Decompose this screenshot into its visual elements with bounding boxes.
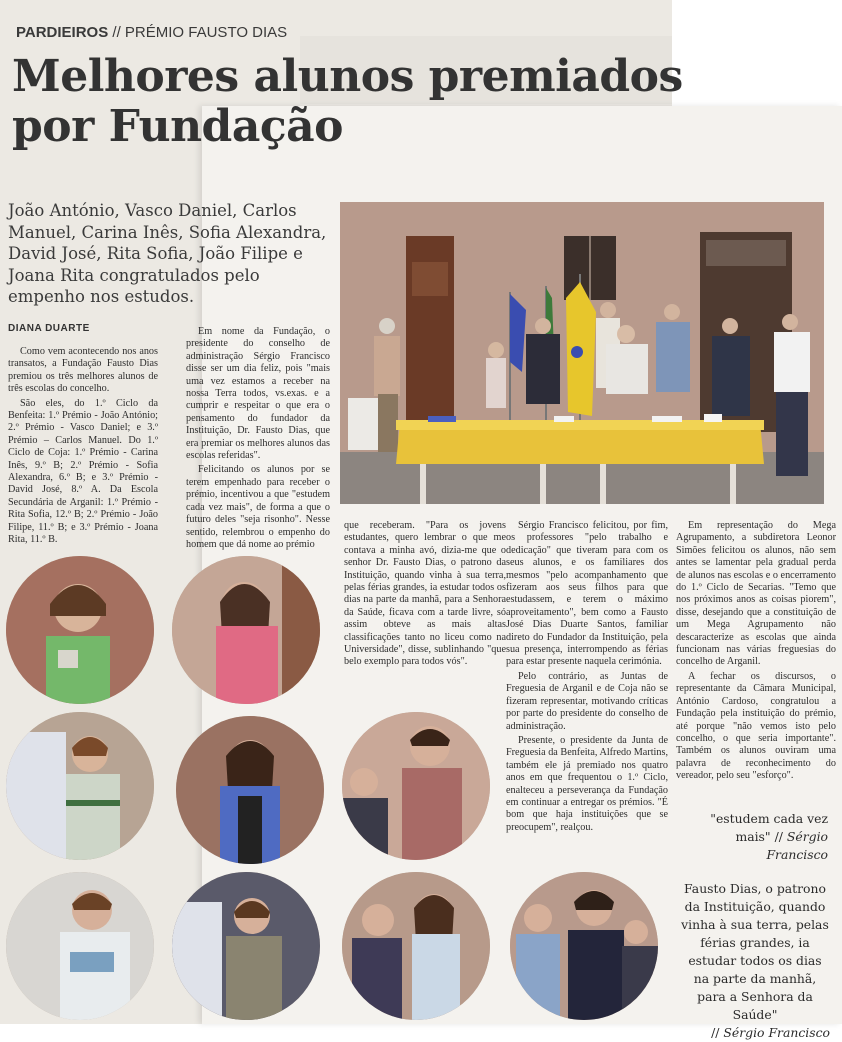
paragraph: São eles, do 1.º Ciclo da Benfeita: 1.º Prémio - João António; 2.º Prémio - Vasco Daniel; e 3.º Prémio – Carlos Manuel. Do 1.º Ciclo de Coja: 1.º Prémio - Carina Inês, 9.º B; 2.º Prémio - Sofia Alexandra, 6.º B; e 3.º Prémio - David José, 8.º A. Da Escola Secundária de Arganil: 1.º Prémio - Rita Sofia, 12.º B; 2.º Prémio - João Filipe, 11.º B; e 3.º Prémio - Joana Rita, 11.º B. bbox=[8, 397, 158, 546]
student-photo bbox=[176, 716, 324, 864]
byline: DIANA DUARTE bbox=[8, 323, 90, 334]
section-header bbox=[16, 24, 287, 41]
paragraph: Em representação do Mega Agrupamento, a subdiretora Leonor Simões felicitou os alunos, não sem antes se lamentar pela gradual perda de alunos nas escolas e o encerramento do 1.º Ciclo de Secarias. "Temo que nos próximos anos as coisas piorem", disse, desejando que a constituição de um Mega Agrupamento não descaracterize as escolas que ainda funcionam nas várias freguesias do concelho de Arganil. bbox=[676, 520, 836, 668]
paragraph: Pelo contrário, as Juntas de Freguesia de Arganil e de Coja não se fizeram representar, motivando críticas por parte do presidente do conselho de administração. bbox=[506, 670, 668, 732]
pull-quote-1 bbox=[676, 810, 828, 864]
article-column-3 bbox=[344, 520, 506, 671]
ceremony-photo bbox=[340, 202, 824, 504]
headline-line-1: Melhores alunos premiados bbox=[12, 51, 683, 102]
student-photo bbox=[342, 712, 490, 860]
paragraph: que receberam. "Para os jovens estudantes, quero lembrar o que me contava a minha avó, dizia-me que o senhor Dr. Fausto Dias, o patrono da Instituição, quando vinha à sua terra, pelas férias grandes, ia estudar todos os dias na parte da manhã, para a Senhora da Saúde, ficava com a tarde livre, só assim obteve as mais altas classificações tanto no liceu como na Universidade", disse, sublinhando "que belo exemplo para todos vós". bbox=[344, 520, 506, 668]
quote-separator: // bbox=[774, 829, 783, 844]
student-photo bbox=[172, 872, 320, 1020]
article-column-5 bbox=[676, 520, 836, 785]
subtitle: João António, Vasco Daniel, Carlos Manuel, Carina Inês, Sofia Alexandra, David José, Rita Sofia, João Filipe e Joana Rita congratulados pelo empenho nos estudos. bbox=[8, 201, 327, 306]
student-photo bbox=[6, 556, 154, 704]
headline-line-2: por Fundação bbox=[12, 101, 343, 152]
quote-author: Sérgio Francisco bbox=[723, 1025, 830, 1040]
quote-text: Fausto Dias, o patrono da Instituição, quando vinha à sua terra, pelas férias grandes, ia estudar todos os dias na parte da manhã, para a Senhora da Saúde" bbox=[681, 881, 829, 1022]
student-photo bbox=[172, 556, 320, 704]
paragraph: A fechar os discursos, o representante da Câmara Municipal, António Cardoso, congratulou a Fundação pela instituição do prémio, até porque "não vemos isto pelo concelho, o que seria importante". Também os alunos ouviram uma palavra de reconhecimento do vereador, pelo seu "esforço". bbox=[676, 670, 836, 782]
paragraph: Como vem acontecendo nos anos transatos, a Fundação Fausto Dias premiou os três melhores alunos de três escolas do concelho. bbox=[8, 346, 158, 395]
section-name: PARDIEIROS bbox=[16, 24, 109, 41]
quote-separator: // bbox=[711, 1025, 720, 1040]
article-column-2 bbox=[186, 326, 330, 553]
headline bbox=[12, 52, 692, 152]
student-photo bbox=[510, 872, 658, 1020]
article-column-1 bbox=[8, 346, 158, 549]
article-column-4 bbox=[506, 520, 668, 836]
student-photo bbox=[342, 872, 490, 1020]
quote-text: "estudem cada vez mais" bbox=[710, 811, 828, 844]
section-topic: PRÉMIO FAUSTO DIAS bbox=[124, 24, 288, 41]
student-photo bbox=[6, 872, 154, 1020]
paragraph: Em nome da Fundação, o presidente do conselho de administração Sérgio Francisco disse ser um dia feliz, pois "mais uma vez estamos a receber na nossa Terra todos, vs.exas. e a cumprir e respeitar o que era o pensamento do fundador da Instituição, Dr. Fausto Dias, que era premiar os melhores alunos das escolas referidas". bbox=[186, 326, 330, 462]
paragraph: Felicitando os alunos por se terem empenhado para receber o prémio, incentivou a que "estudem cada vez mais", de forma a que o futuro deles "seja risonho". Nesse sentido, relembrou o empenho do homem que dá nome ao prémio bbox=[186, 464, 330, 550]
pull-quote-2 bbox=[680, 880, 830, 1042]
student-photo bbox=[6, 712, 154, 860]
paragraph: Sérgio Francisco felicitou, por fim, os professores "pelo trabalho e dedicação" que tiveram para com os seus alunos, e os familiares dos mesmos "pelo acompanhamento que fizeram aos seus filhos para que estudassem, e terem o máximo aproveitamento", bem como a Fausto José Dias Duarte Santos, familiar direto do Fundador da Instituição, pela sua presença, interrompendo as férias para estar presente naquela cerimónia. bbox=[506, 520, 668, 668]
paragraph: Presente, o presidente da Junta de Freguesia da Benfeita, Alfredo Martins, também ele já premiado nos quatro anos em que frequentou o 1.º Ciclo, enalteceu a perseverança da Fundação em continuar a entregar os prémios. "É bom que haja instituições que se preocupem", realçou. bbox=[506, 734, 668, 833]
quote-author: Sérgio Francisco bbox=[766, 829, 828, 862]
section-separator: // bbox=[112, 24, 121, 41]
